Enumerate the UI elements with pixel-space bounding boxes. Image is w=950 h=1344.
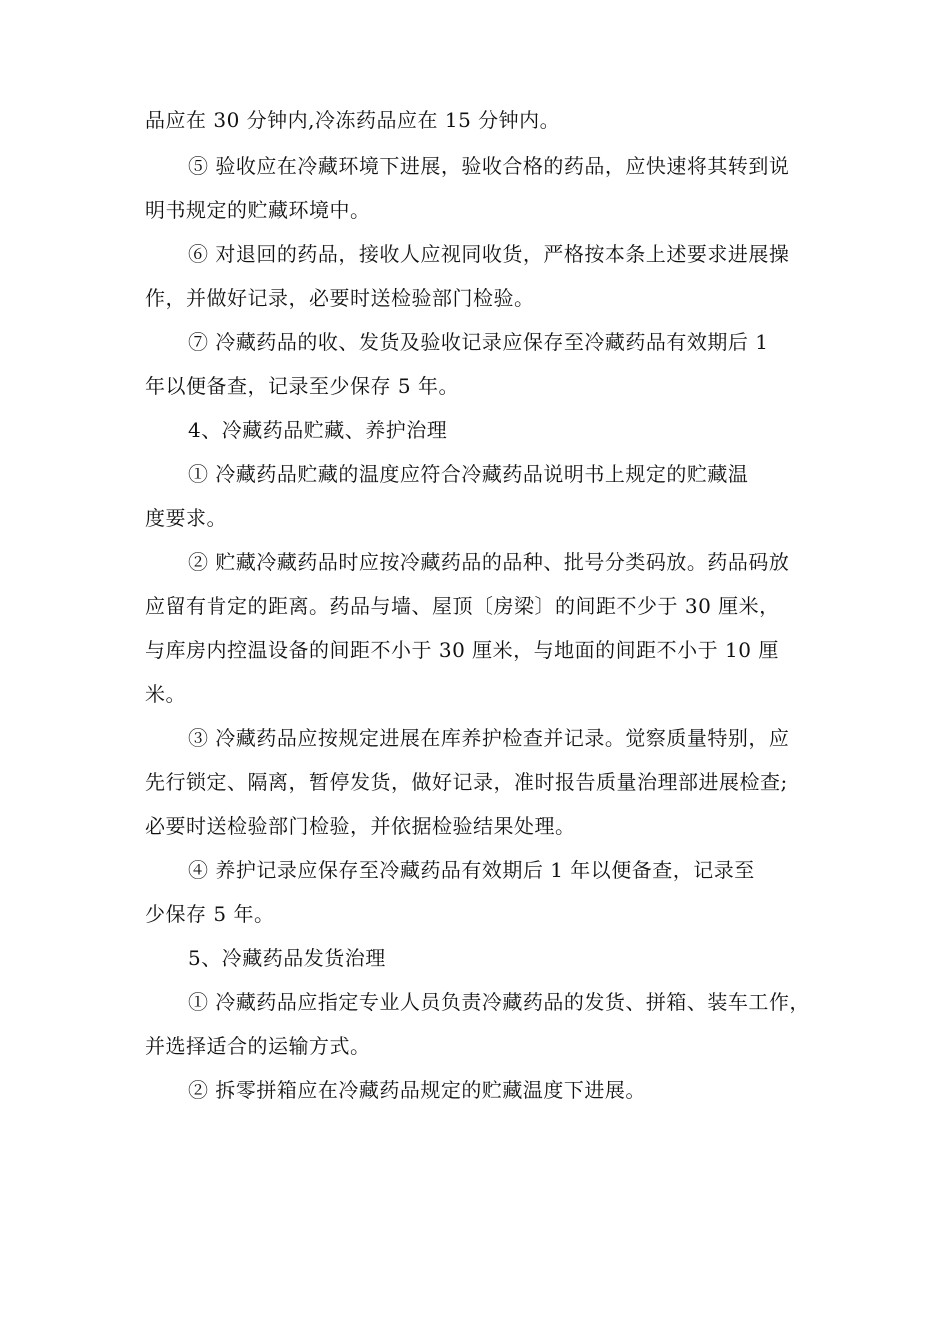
text-line: ② 拆零拼箱应在冷藏药品规定的贮藏温度下进展。: [188, 1078, 646, 1102]
text-line: ④ 养护记录应保存至冷藏药品有效期后 1 年以便备查，记录至: [188, 858, 755, 882]
text-line: 并选择适合的运输方式。: [145, 1034, 371, 1058]
text-line: 与库房内控温设备的间距不小于 30 厘米，与地面的间距不小于 10 厘: [145, 638, 779, 662]
text-line: 度要求。: [145, 506, 227, 530]
text-line: 作，并做好记录，必要时送检验部门检验。: [145, 286, 535, 310]
section-heading: 4、冷藏药品贮藏、养护治理: [188, 418, 448, 442]
text-line: 先行锁定、隔离，暂停发货，做好记录，准时报告质量治理部进展检查;: [145, 770, 788, 794]
text-line: ⑤ 验收应在冷藏环境下进展，验收合格的药品，应快速将其转到说: [188, 154, 790, 178]
text-line: ① 冷藏药品贮藏的温度应符合冷藏药品说明书上规定的贮藏温: [188, 462, 749, 486]
text-line: 必要时送检验部门检验，并依据检验结果处理。: [145, 814, 576, 838]
text-line: 应留有肯定的距离。药品与墙、屋顶〔房梁〕的间距不少于 30 厘米，: [145, 594, 780, 618]
text-line: ⑦ 冷藏药品的收、发货及验收记录应保存至冷藏药品有效期后 1: [188, 330, 769, 354]
text-line: ② 贮藏冷藏药品时应按冷藏药品的品种、批号分类码放。药品码放: [188, 550, 790, 574]
text-line: 明书规定的贮藏环境中。: [145, 198, 371, 222]
section-heading: 5、冷藏药品发货治理: [188, 946, 386, 970]
text-line: ① 冷藏药品应指定专业人员负责冷藏药品的发货、拼箱、装车工作，: [188, 990, 810, 1014]
text-line: 少保存 5 年。: [145, 902, 275, 926]
text-line: ⑥ 对退回的药品，接收人应视同收货，严格按本条上述要求进展操: [188, 242, 790, 266]
text-line: 年以便备查，记录至少保存 5 年。: [145, 374, 459, 398]
text-line: 品应在 30 分钟内,冷冻药品应在 15 分钟内。: [145, 108, 561, 132]
text-line: 米。: [145, 682, 186, 706]
text-line: ③ 冷藏药品应按规定进展在库养护检查并记录。觉察质量特别，应: [188, 726, 790, 750]
